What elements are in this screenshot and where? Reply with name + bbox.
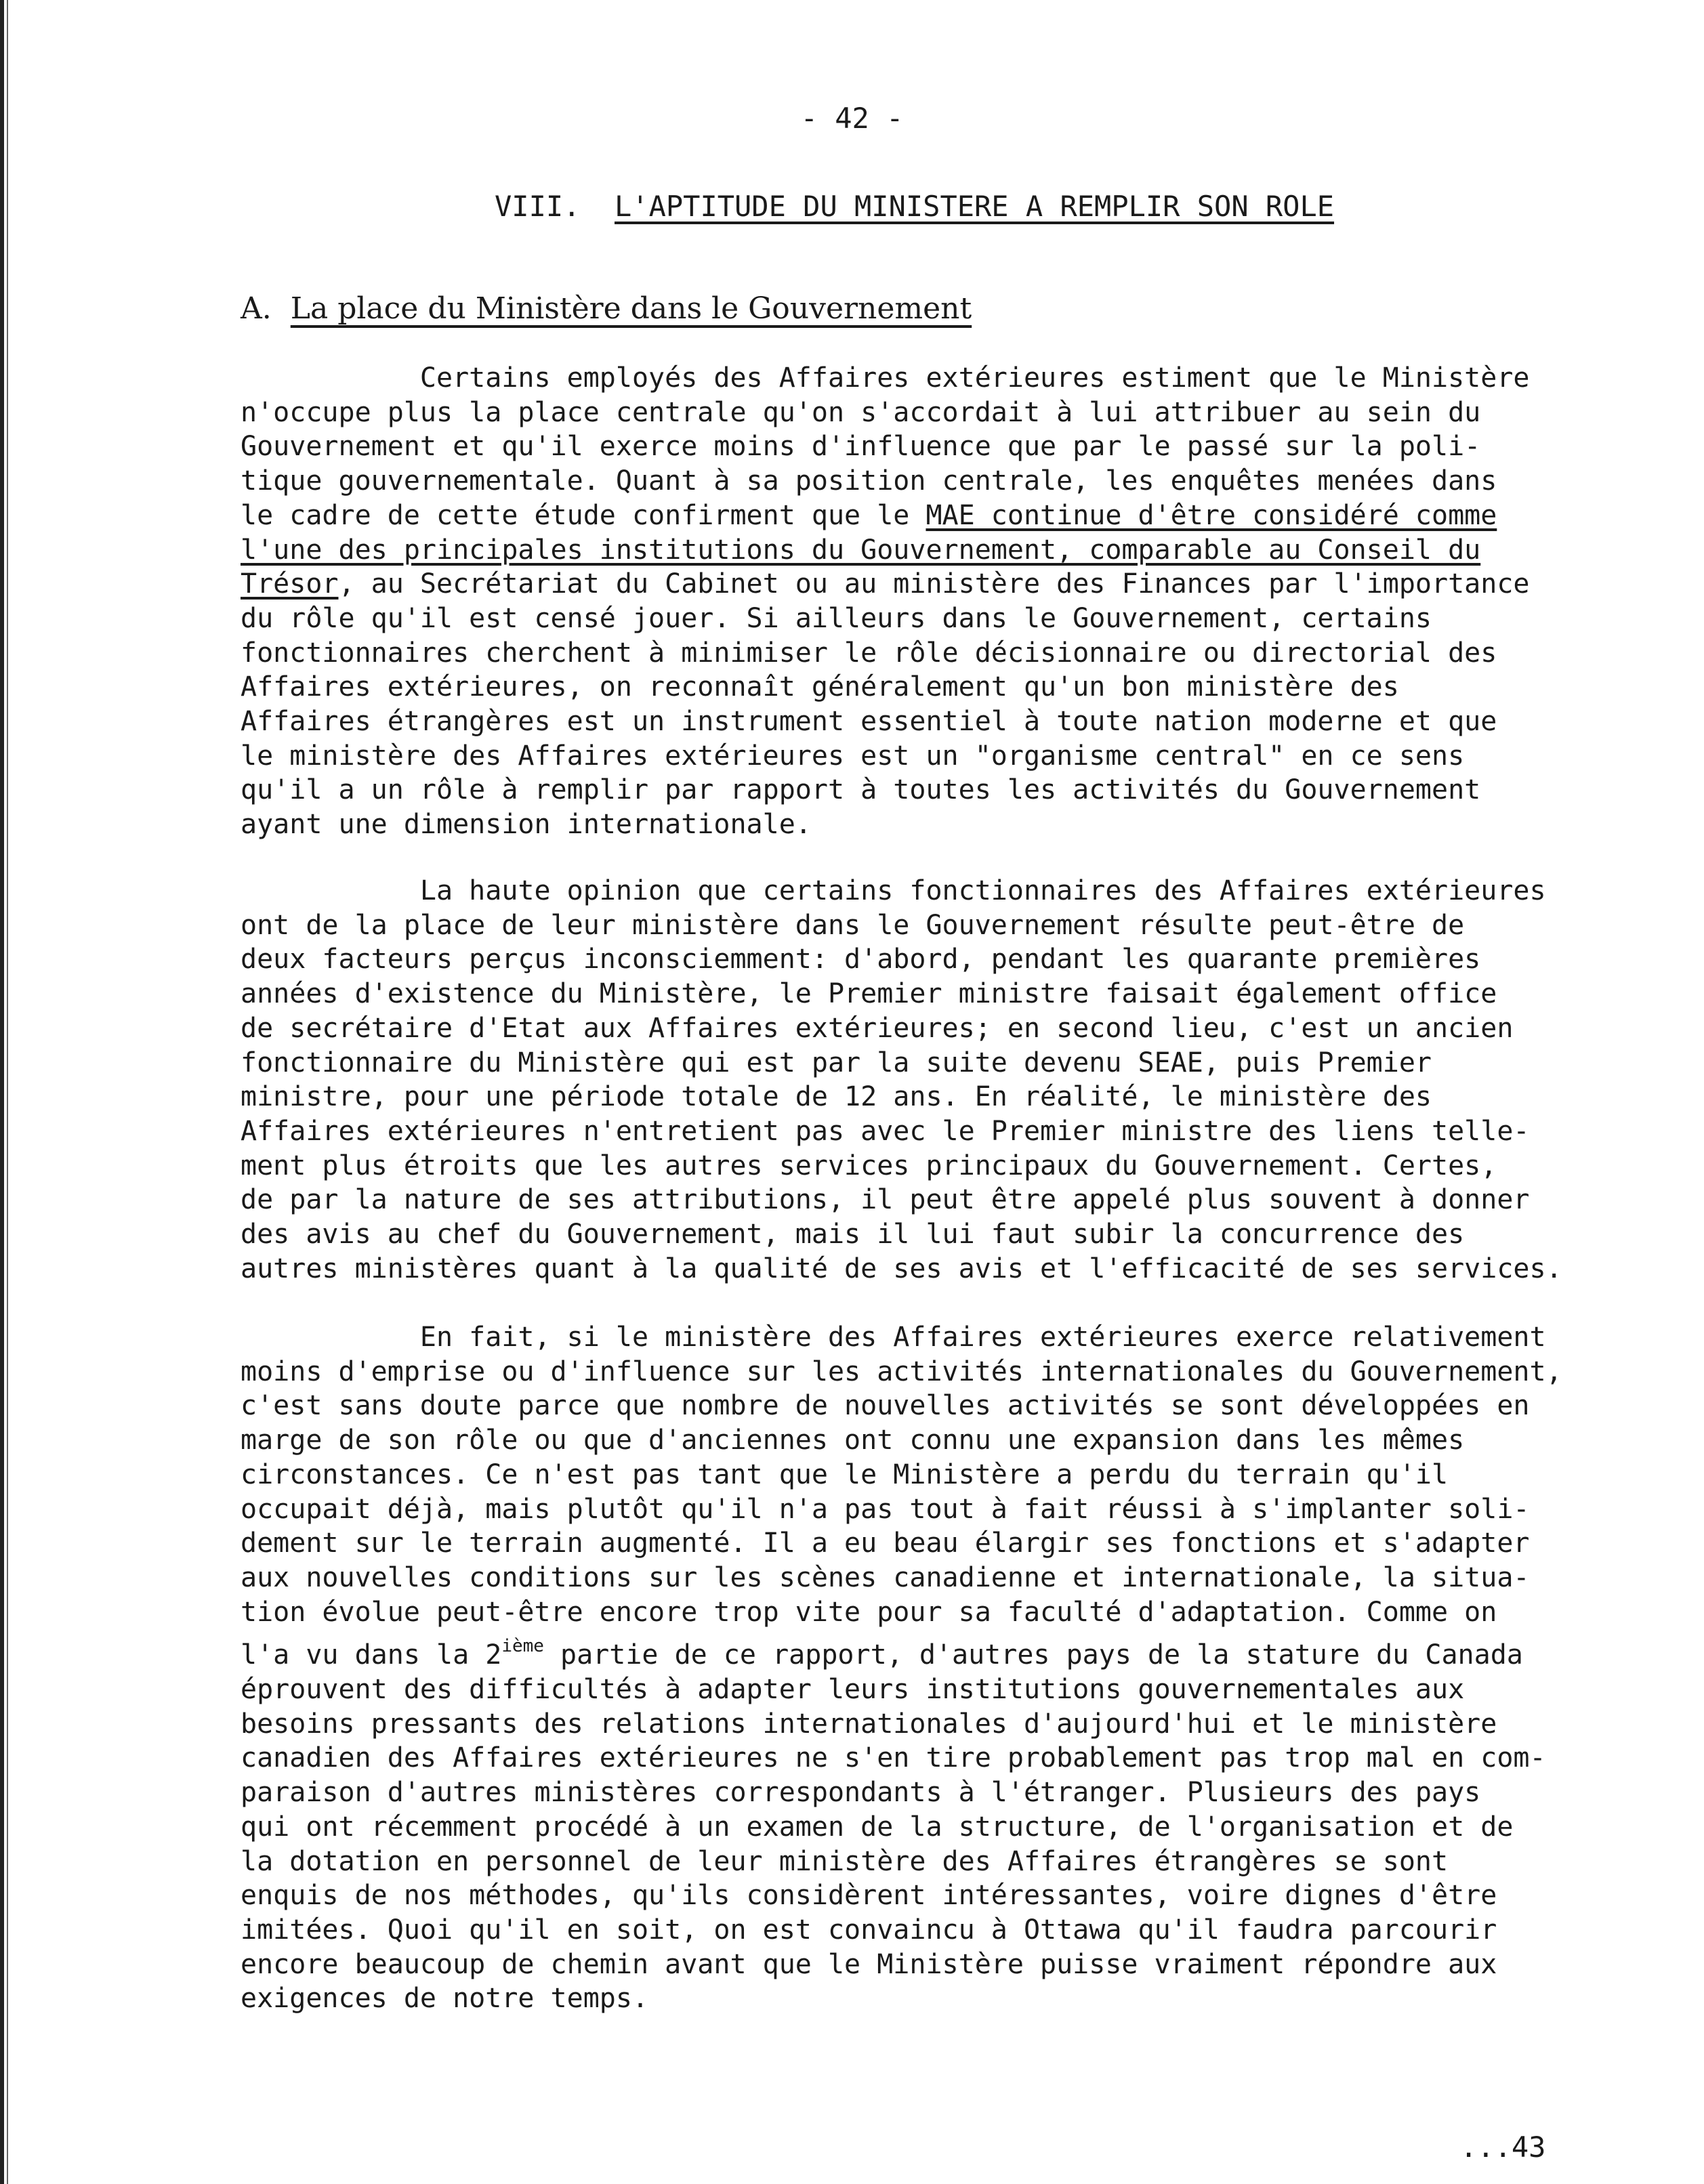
continuation-marker: ...43 bbox=[1460, 2130, 1546, 2164]
text-segment: le cadre de cette étude confirment que le bbox=[241, 499, 926, 531]
text-line: qu'il a un rôle à remplir par rapport à toutes les activités du Gouvernement bbox=[241, 774, 1481, 806]
text-line: fonctionnaires cherchent à minimiser le rôle décisionnaire ou directorial des bbox=[241, 637, 1497, 669]
text-line: n'occupe plus la place centrale qu'on s'accordait à lui attribuer au sein du bbox=[241, 396, 1481, 428]
text-line: de par la nature de ses attributions, il peut être appelé plus souvent à donner bbox=[241, 1184, 1530, 1216]
text-line: fonctionnaire du Ministère qui est par la suite devenu SEAE, puis Premier bbox=[241, 1047, 1432, 1078]
chapter-title-text: L'APTITUDE DU MINISTERE A REMPLIR SON ROLE bbox=[615, 190, 1335, 223]
text-line: c'est sans doute parce que nombre de nouvelles activités se sont développées en bbox=[241, 1390, 1530, 1422]
scan-border bbox=[0, 0, 4, 2184]
text-line: du rôle qu'il est censé jouer. Si ailleurs dans le Gouvernement, certains bbox=[241, 602, 1432, 634]
section-title: La place du Ministère dans le Gouvernement bbox=[290, 291, 972, 326]
paragraph-2 bbox=[241, 874, 1629, 1286]
text-line: deux facteurs perçus inconsciemment: d'abord, pendant les quarante premières bbox=[241, 944, 1481, 975]
text-line: le ministère des Affaires extérieures est un "organisme central" en ce sens bbox=[241, 740, 1465, 772]
text-line: Gouvernement et qu'il exerce moins d'influence que par le passé sur la poli- bbox=[241, 431, 1481, 463]
text-line: autres ministères quant à la qualité de ses avis et l'efficacité de ses services. bbox=[241, 1253, 1562, 1284]
scan-border-inner bbox=[7, 0, 8, 2184]
text-line: imitées. Quoi qu'il en soit, on est convaincu à Ottawa qu'il faudra parcourir bbox=[241, 1914, 1497, 1946]
text-line: besoins pressants des relations internationales d'aujourd'hui et le ministère bbox=[241, 1708, 1497, 1740]
text-line: tion évolue peut-être encore trop vite pour sa faculté d'adaptation. Comme on bbox=[241, 1596, 1497, 1628]
text-line: éprouvent des difficultés à adapter leurs institutions gouvernementales aux bbox=[241, 1674, 1465, 1706]
text-line: ayant une dimension internationale. bbox=[241, 809, 812, 841]
text-line: exigences de notre temps. bbox=[241, 1983, 649, 2015]
text-line: qui ont récemment procédé à un examen de la structure, de l'organisation et de bbox=[241, 1811, 1514, 1843]
text-line bbox=[241, 499, 1629, 533]
text-line: ment plus étroits que les autres services principaux du Gouvernement. Certes, bbox=[241, 1150, 1497, 1181]
text-line: Affaires extérieures n'entretient pas avec le Premier ministre des liens telle- bbox=[241, 1115, 1530, 1147]
text-line: circonstances. Ce n'est pas tant que le Ministère a perdu du terrain qu'il bbox=[241, 1458, 1449, 1490]
underlined-segment: Trésor bbox=[241, 568, 339, 600]
text-line: de secrétaire d'Etat aux Affaires extérieures; en second lieu, c'est un ancien bbox=[241, 1012, 1514, 1044]
text-line: paraison d'autres ministères correspondants à l'étranger. Plusieurs des pays bbox=[241, 1777, 1481, 1809]
text-line: canadien des Affaires extérieures ne s'en tire probablement pas trop mal en com- bbox=[241, 1742, 1546, 1774]
text-line: dement sur le terrain augmenté. Il a eu beau élargir ses fonctions et s'adapter bbox=[241, 1528, 1530, 1559]
text-line: tique gouvernementale. Quant à sa position centrale, les enquêtes menées dans bbox=[241, 465, 1497, 497]
underlined-segment: MAE continue d'être considéré comme bbox=[926, 499, 1497, 531]
text-line: enquis de nos méthodes, qu'ils considèrent intéressantes, voire dignes d'être bbox=[241, 1880, 1497, 1912]
text-segment: , au Secrétariat du Cabinet ou au ministère des Finances par l'importance bbox=[338, 568, 1530, 600]
text-line: aux nouvelles conditions sur les scènes canadienne et internationale, la situa- bbox=[241, 1561, 1530, 1593]
text-line: l'une des principales institutions du Gouvernement, comparable au Conseil du bbox=[241, 534, 1481, 566]
text-line: En fait, si le ministère des Affaires extérieures exerce relativement bbox=[241, 1322, 1546, 1353]
text-line: Affaires extérieures, on reconnaît généralement qu'un bon ministère des bbox=[241, 671, 1399, 703]
text-line: années d'existence du Ministère, le Premier ministre faisait également office bbox=[241, 978, 1497, 1010]
text-line: La haute opinion que certains fonctionnaires des Affaires extérieures bbox=[241, 875, 1546, 906]
text-line: ministre, pour une période totale de 12 ans. En réalité, le ministère des bbox=[241, 1081, 1432, 1113]
text-segment: partie de ce rapport, d'autres pays de la stature du Canada bbox=[543, 1639, 1523, 1671]
text-line bbox=[241, 1629, 1629, 1673]
chapter-title bbox=[495, 190, 1334, 223]
text-line: Certains employés des Affaires extérieures estiment que le Ministère bbox=[241, 362, 1530, 394]
section-heading bbox=[241, 291, 972, 326]
text-line: marge de son rôle ou que d'anciennes ont connu une expansion dans les mêmes bbox=[241, 1425, 1465, 1456]
chapter-number: VIII. bbox=[495, 190, 581, 223]
text-line: des avis au chef du Gouvernement, mais il lui faut subir la concurrence des bbox=[241, 1219, 1465, 1251]
text-line: occupait déjà, mais plutôt qu'il n'a pas tout à fait réussi à s'implanter soli- bbox=[241, 1493, 1530, 1525]
text-line bbox=[241, 567, 1629, 602]
text-line: moins d'emprise ou d'influence sur les activités internationales du Gouvernement, bbox=[241, 1356, 1562, 1387]
section-letter: A. bbox=[241, 291, 272, 326]
text-segment: l'a vu dans la 2 bbox=[241, 1639, 502, 1671]
paragraph-1 bbox=[241, 361, 1629, 842]
text-line: la dotation en personnel de leur ministère des Affaires étrangères se sont bbox=[241, 1845, 1449, 1877]
text-line: encore beaucoup de chemin avant que le Ministère puisse vraiment répondre aux bbox=[241, 1948, 1497, 1980]
page-number: - 42 - bbox=[800, 102, 904, 135]
text-line: ont de la place de leur ministère dans le Gouvernement résulte peut-être de bbox=[241, 909, 1465, 941]
paragraph-3 bbox=[241, 1320, 1629, 2016]
superscript: ième bbox=[501, 1636, 544, 1657]
text-line: Affaires étrangères est un instrument essentiel à toute nation moderne et que bbox=[241, 706, 1497, 738]
